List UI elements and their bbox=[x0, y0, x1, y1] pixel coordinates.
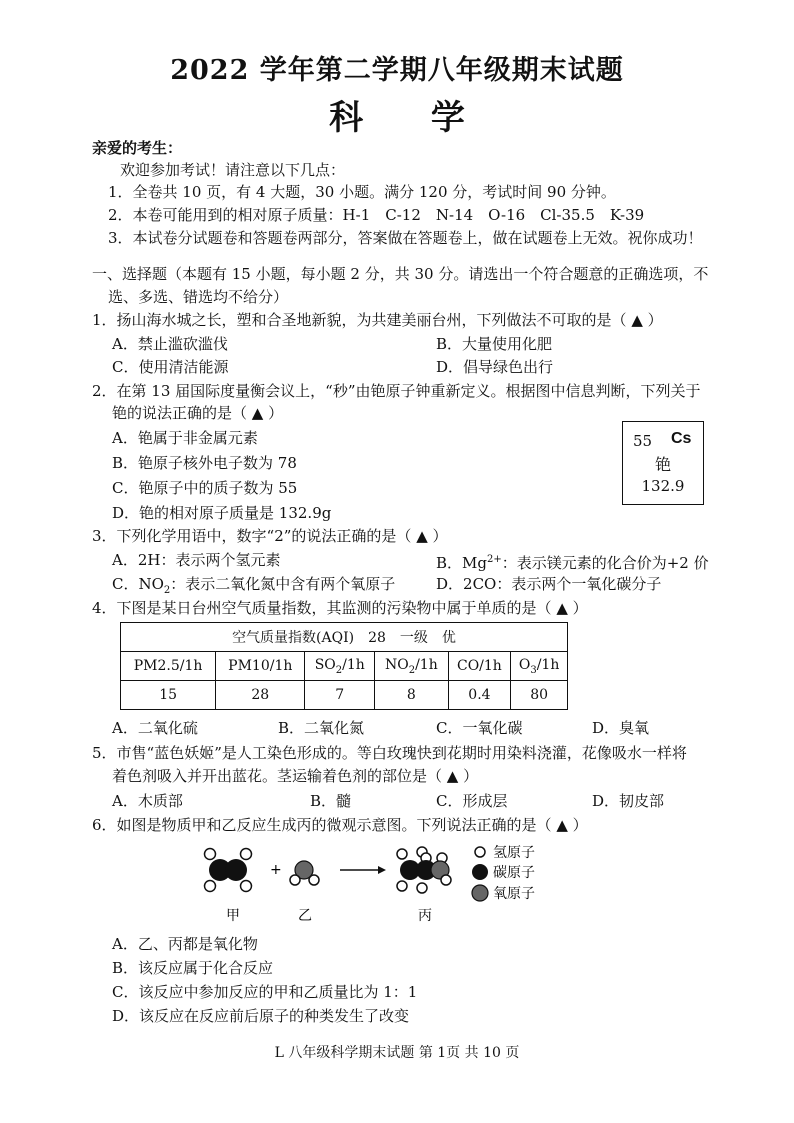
exam-subject: 科 学 bbox=[329, 98, 493, 138]
molecule-jia bbox=[205, 849, 252, 892]
q2-option-a: A．铯属于非金属元素 bbox=[112, 429, 258, 447]
plus-sign: + bbox=[270, 862, 282, 878]
hydrogen-atom bbox=[241, 881, 252, 892]
reaction-diagram bbox=[190, 840, 590, 930]
legend-oxygen-label: 氧原子 bbox=[493, 886, 535, 902]
cesium-element-card bbox=[622, 421, 704, 505]
q5-stem-line2: 着色剂吸入并开出蓝花。茎运输着色剂的部位是（ ▲ ） bbox=[112, 767, 479, 785]
q3-option-c: C．$NO_2$：表示二氧化氮中含有两个氧原子 bbox=[112, 575, 396, 596]
q5-option-d: D．韧皮部 bbox=[592, 792, 665, 810]
q3-stem: 3．下列化学用语中，数字“2”的说法正确的是（ ▲ ） bbox=[92, 527, 448, 545]
aqi-table bbox=[120, 622, 568, 710]
q4-option-d: D．臭氧 bbox=[592, 719, 650, 737]
aqi-header-co: CO/1h bbox=[448, 652, 511, 681]
q6-option-b: B．该反应属于化合反应 bbox=[112, 959, 274, 977]
q3-option-d: D．2CO：表示两个一氧化碳分子 bbox=[436, 575, 662, 593]
aqi-header-pm25: PM2.5/1h bbox=[121, 652, 216, 681]
q1-option-d: D．倡导绿色出行 bbox=[436, 358, 554, 376]
section-heading-line2: 选、多选、错选均不给分） bbox=[108, 288, 289, 306]
aqi-header-so2: $SO_2/1h$ bbox=[305, 652, 375, 681]
aqi-value-row bbox=[121, 681, 568, 710]
notice-intro: 欢迎参加考试！请注意以下几点： bbox=[120, 161, 346, 179]
hydrogen-atom bbox=[397, 849, 407, 859]
legend-hydrogen-icon bbox=[475, 847, 485, 857]
q6-stem: 6．如图是物质甲和乙反应生成丙的微观示意图。下列说法正确的是（ ▲ ） bbox=[92, 816, 588, 834]
exam-title: 2022 学年第二学期八年级期末试题 bbox=[170, 55, 624, 86]
q5-option-b: B．髓 bbox=[310, 792, 352, 810]
aqi-header-o3: $O_3/1h$ bbox=[511, 652, 568, 681]
q4-option-a: A．二氧化硫 bbox=[112, 719, 198, 737]
carbon-atom bbox=[225, 859, 247, 881]
element-name: 铯 bbox=[654, 455, 671, 474]
molecule-yi bbox=[290, 861, 319, 885]
label-bing: 丙 bbox=[418, 908, 432, 924]
section-heading-line1: 一、选择题（本题有 15 小题，每小题 2 分，共 30 分。请选出一个符合题意的正确选项，不 bbox=[92, 265, 709, 283]
q5-stem-line1: 5．市售“蓝色妖姬”是人工染色形成的。等白玫瑰快到花期时用染料浇灌，花像吸水一样将 bbox=[92, 744, 687, 762]
hydrogen-atom bbox=[290, 875, 300, 885]
q4-stem: 4．下图是某日台州空气质量指数，其监测的污染物中属于单质的是（ ▲ ） bbox=[92, 599, 588, 617]
q1-option-b: B．大量使用化肥 bbox=[436, 335, 553, 353]
aqi-value-pm25: 15 bbox=[121, 681, 216, 710]
q2-stem-line1: 2．在第 13 届国际度量衡会议上，“秒”由铯原子钟重新定义。根据图中信息判断，下列关于 bbox=[92, 382, 701, 400]
notice-item-1: 1．全卷共 10 页，有 4 大题，30 小题。满分 120 分，考试时间 90 分钟。 bbox=[108, 183, 616, 201]
hydrogen-atom bbox=[309, 875, 319, 885]
aqi-title-row bbox=[121, 623, 568, 652]
element-atomic-number: 55 bbox=[633, 432, 653, 450]
aqi-header-row bbox=[121, 652, 568, 681]
notice-item-3: 3．本试卷分试题卷和答题卷两部分，答案做在答题卷上，做在试题卷上无效。祝你成功！ bbox=[108, 229, 703, 247]
q2-option-c: C．铯原子中的质子数为 55 bbox=[112, 479, 298, 497]
atom-legend bbox=[472, 845, 535, 902]
legend-hydrogen-label: 氢原子 bbox=[493, 845, 535, 861]
q5-option-c: C．形成层 bbox=[436, 792, 508, 810]
q6-option-d: D．该反应在反应前后原子的种类发生了改变 bbox=[112, 1007, 410, 1025]
q6-option-a: A．乙、丙都是氧化物 bbox=[112, 935, 258, 953]
label-yi: 乙 bbox=[298, 908, 312, 924]
q2-option-b: B．铯原子核外电子数为 78 bbox=[112, 454, 297, 472]
aqi-value-no2: 8 bbox=[375, 681, 448, 710]
aqi-header-pm10: PM10/1h bbox=[216, 652, 305, 681]
q2-stem-line2: 铯的说法正确的是（ ▲ ） bbox=[112, 404, 284, 422]
q1-option-c: C．使用清洁能源 bbox=[112, 358, 229, 376]
hydrogen-atom bbox=[205, 881, 216, 892]
element-atomic-mass: 132.9 bbox=[641, 477, 685, 495]
q4-option-c: C．一氧化碳 bbox=[436, 719, 523, 737]
legend-carbon-label: 碳原子 bbox=[493, 865, 535, 881]
aqi-table-title: 空气质量指数(AQI) 28 一级 优 bbox=[121, 623, 568, 652]
notice-item-2: 2．本卷可能用到的相对原子质量：H-1 C-12 N-14 O-16 Cl-35.5 K-39 bbox=[108, 206, 645, 224]
hydrogen-atom bbox=[441, 875, 451, 885]
hydrogen-atom bbox=[397, 881, 407, 891]
q6-option-c: C．该反应中参加反应的甲和乙质量比为 1：1 bbox=[112, 983, 418, 1001]
element-symbol: Cs bbox=[671, 430, 692, 447]
q3-option-b: B．$Mg^{2+}$：表示镁元素的化合价为+2 价 bbox=[436, 554, 709, 572]
aqi-value-o3: 80 bbox=[511, 681, 568, 710]
aqi-value-pm10: 28 bbox=[216, 681, 305, 710]
hydrogen-atom bbox=[417, 883, 427, 893]
q1-option-a: A．禁止滥砍滥伐 bbox=[112, 335, 228, 353]
molecule-bing bbox=[397, 847, 451, 893]
aqi-value-co: 0.4 bbox=[448, 681, 511, 710]
page-footer: L 八年级科学期末试题 第 1页 共 10 页 bbox=[274, 1045, 520, 1061]
q1-stem: 1．扬山海水城之长，塑和合圣地新貌，为共建美丽台州，下列做法不可取的是（ ▲ ） bbox=[92, 311, 663, 329]
legend-carbon-icon bbox=[472, 864, 488, 880]
notice-greeting: 亲爱的考生： bbox=[92, 139, 183, 157]
aqi-value-so2: 7 bbox=[305, 681, 375, 710]
legend-oxygen-icon bbox=[472, 885, 488, 901]
q4-option-b: B．二氧化氮 bbox=[278, 719, 365, 737]
label-jia: 甲 bbox=[226, 908, 240, 924]
hydrogen-atom bbox=[205, 849, 216, 860]
aqi-header-no2: $NO_2/1h$ bbox=[375, 652, 448, 681]
q2-option-d: D．铯的相对原子质量是 132.9g bbox=[112, 504, 332, 522]
hydrogen-atom bbox=[241, 849, 252, 860]
reaction-arrow bbox=[340, 866, 386, 874]
q3-option-a: A．2H：表示两个氢元素 bbox=[112, 551, 281, 569]
q5-option-a: A．木质部 bbox=[112, 792, 183, 810]
